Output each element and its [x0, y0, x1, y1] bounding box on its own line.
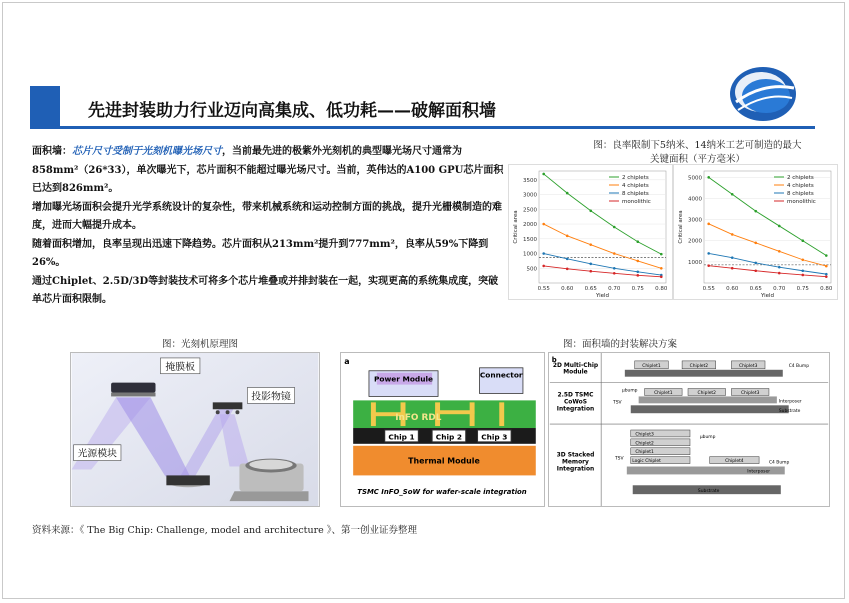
- data-point: [731, 193, 734, 196]
- data-point: [636, 274, 639, 277]
- r1-chiplet2: Chiplet2: [689, 363, 709, 369]
- tsmc-info-sow-diagram: [340, 352, 545, 507]
- y-tick-label: 3000: [523, 192, 537, 199]
- data-point: [731, 267, 734, 270]
- r2-ubump: µbump: [621, 388, 638, 394]
- data-point: [778, 266, 781, 269]
- panel-letter-b: b: [551, 355, 557, 364]
- r2-chiplet3: Chiplet3: [740, 390, 760, 396]
- package-caption: 图：面积墙的封装解决方案: [562, 339, 677, 350]
- chip1-label: Chip 1: [388, 432, 415, 442]
- data-point: [613, 226, 616, 229]
- power-module-label: Power Module: [373, 374, 434, 384]
- x-tick-label: 0.80: [655, 286, 668, 292]
- x-tick-label: 0.55: [702, 286, 715, 292]
- data-point: [801, 239, 804, 242]
- r1-chiplet3: Chiplet3: [738, 363, 758, 369]
- x-tick-label: 0.75: [631, 286, 644, 292]
- legend-label: 2 chiplets: [622, 175, 649, 181]
- data-point: [707, 264, 710, 267]
- para1-rest: ，当前最先进的极紫外光刻机的典型曝光场尺寸通常为858mm²（26*33），单次曝光下，芯片面积不能超过曝光场尺寸。当前，英伟达的A100 GPU芯片面积已达到826mm²。: [32, 146, 504, 194]
- r3-c4bump: C4 Bump: [768, 460, 790, 466]
- x-tick-label: 0.70: [608, 286, 621, 292]
- data-point: [636, 271, 639, 274]
- company-logo: [728, 64, 798, 124]
- r3-logic-chiplet: Logic Chiplet: [632, 459, 661, 465]
- data-point: [542, 252, 545, 255]
- r3-ubump: µbump: [699, 434, 716, 440]
- data-point: [801, 274, 804, 277]
- r2-tsv: TSV: [612, 400, 622, 406]
- legend-label: 8 chiplets: [622, 191, 649, 197]
- r2-chiplet1: Chiplet1: [654, 390, 673, 396]
- data-point: [801, 269, 804, 272]
- legend-label: 4 chiplets: [622, 183, 649, 189]
- r3-chiplet4: Chiplet4: [725, 459, 744, 465]
- legend-label: monolithic: [787, 199, 816, 205]
- data-point: [566, 258, 569, 261]
- data-point: [660, 267, 663, 270]
- data-point: [566, 235, 569, 238]
- body-text: [32, 143, 506, 310]
- title-accent-bar: [30, 86, 60, 126]
- data-point: [707, 252, 710, 255]
- data-point: [589, 243, 592, 246]
- y-tick-label: 2000: [688, 238, 702, 245]
- chart-5nm: [508, 164, 673, 300]
- r3-substrate: Substrate: [697, 489, 720, 495]
- para1-highlight: 芯片尺寸受制于光刻机曝光场尺寸: [72, 146, 222, 157]
- source-note: 资料来源：《 The Big Chip: Challenge, model and architecture 》、第一创业证券整理: [32, 525, 418, 536]
- row-25d-label: 2.5D TSMC CoWoS Integration: [556, 392, 595, 413]
- y-tick-label: 500: [526, 266, 537, 273]
- row-2d-label: 2D Multi-Chip Module: [552, 362, 599, 376]
- data-point: [589, 209, 592, 212]
- r1-chiplet1: Chiplet1: [642, 363, 661, 369]
- x-axis-label: Yield: [595, 293, 610, 299]
- connector-label: Connector: [479, 370, 523, 380]
- data-point: [542, 173, 545, 176]
- data-point: [542, 223, 545, 226]
- legend-label: 8 chiplets: [787, 191, 814, 197]
- paragraph-yield: 随着面积增加，良率呈现出迅速下降趋势。芯片面积从213mm²提升到777mm²，良率从59%下降到26%。: [32, 238, 489, 268]
- r2-chiplet2: Chiplet2: [697, 390, 717, 396]
- label-lens: 投影物镜: [251, 391, 291, 403]
- data-point: [636, 240, 639, 243]
- data-point: [566, 192, 569, 195]
- paragraph-exposure: 增加曝光场面积会提升光学系统设计的复杂性，带来机械系统和运动控制方面的挑战，提升光栅模制造的难度，进而大幅提升成本。: [32, 201, 502, 231]
- chip3-label: Chip 3: [481, 432, 508, 442]
- rdl-label: InFO RDL: [395, 413, 442, 424]
- para1-lead: 面积墙：: [32, 146, 72, 157]
- chip2-label: Chip 2: [435, 432, 463, 442]
- data-point: [613, 252, 616, 255]
- x-tick-label: 0.55: [537, 286, 550, 292]
- panel-letter-a: a: [344, 356, 350, 366]
- data-point: [613, 272, 616, 275]
- x-tick-label: 0.60: [726, 286, 739, 292]
- data-point: [778, 225, 781, 228]
- y-tick-label: 1500: [523, 236, 537, 243]
- data-point: [754, 269, 757, 272]
- chart-caption: 图：良率限制下5纳米、14纳米工艺可制造的最大关键面积（平方毫米）: [593, 140, 802, 165]
- data-point: [660, 253, 663, 256]
- y-tick-label: 2500: [523, 207, 537, 214]
- x-tick-label: 0.80: [820, 286, 833, 292]
- data-point: [778, 250, 781, 253]
- y-tick-label: 3000: [688, 217, 702, 224]
- data-point: [778, 272, 781, 275]
- data-point: [707, 223, 710, 226]
- y-tick-label: 1000: [688, 259, 702, 266]
- page-title: 先进封装助力行业迈向高集成、低功耗——破解面积墙: [88, 101, 496, 121]
- litho-caption: 图：光刻机原理图: [161, 339, 238, 350]
- data-point: [825, 254, 828, 257]
- data-point: [566, 268, 569, 271]
- data-point: [731, 233, 734, 236]
- row-3d-label: 3D Stacked Memory Integration: [556, 452, 595, 473]
- label-source: 光源模块: [77, 448, 117, 460]
- thermal-module-label: Thermal Module: [408, 456, 480, 466]
- data-point: [754, 242, 757, 245]
- data-point: [825, 275, 828, 278]
- y-axis-label: Critical area: [678, 210, 684, 244]
- r2-substrate: Substrate: [778, 409, 801, 415]
- paragraph-area-wall: [32, 143, 506, 199]
- y-tick-label: 2000: [523, 222, 537, 229]
- r3-chiplet1: Chiplet1: [635, 450, 654, 456]
- legend-label: 2 chiplets: [787, 175, 814, 181]
- x-axis-label: Yield: [760, 293, 775, 299]
- data-point: [731, 256, 734, 259]
- x-tick-label: 0.65: [749, 286, 762, 292]
- r2-interposer: Interposer: [778, 399, 802, 405]
- data-point: [754, 210, 757, 213]
- r3-chiplet2: Chiplet2: [635, 441, 654, 447]
- r3-interposer: Interposer: [747, 469, 771, 475]
- x-tick-label: 0.70: [773, 286, 786, 292]
- r3-tsv: TSV: [614, 456, 624, 462]
- paragraph-chiplet: 通过Chiplet、2.5D/3D等封装技术可将多个芯片堆叠或并排封装在一起，实现更高的系统集成度，突破单芯片面积限制。: [32, 275, 499, 305]
- data-point: [825, 273, 828, 276]
- data-point: [636, 260, 639, 263]
- data-point: [754, 262, 757, 265]
- legend-label: 4 chiplets: [787, 183, 814, 189]
- data-point: [660, 276, 663, 279]
- data-point: [589, 270, 592, 273]
- data-point: [613, 267, 616, 270]
- x-tick-label: 0.65: [584, 286, 597, 292]
- legend-label: monolithic: [622, 199, 651, 205]
- data-point: [825, 265, 828, 268]
- y-axis-label: Critical area: [513, 210, 519, 244]
- r1-c4bump: C4 Bump: [788, 363, 810, 369]
- r3-chiplet3: Chiplet3: [635, 432, 654, 438]
- tsmc-caption: TSMC InFO_SoW for wafer-scale integration: [357, 488, 527, 497]
- packaging-solutions-diagram: [548, 352, 830, 507]
- title-underline: [30, 126, 815, 129]
- lithography-diagram: [70, 352, 320, 507]
- y-tick-label: 3500: [523, 177, 537, 184]
- label-mask: 掩膜板: [165, 361, 195, 373]
- y-tick-label: 4000: [688, 196, 702, 203]
- data-point: [707, 176, 710, 179]
- data-point: [589, 263, 592, 266]
- data-point: [801, 258, 804, 261]
- data-point: [542, 265, 545, 268]
- chart-14nm: [673, 164, 838, 300]
- y-tick-label: 1000: [523, 251, 537, 258]
- x-tick-label: 0.75: [796, 286, 809, 292]
- x-tick-label: 0.60: [561, 286, 574, 292]
- y-tick-label: 5000: [688, 175, 702, 182]
